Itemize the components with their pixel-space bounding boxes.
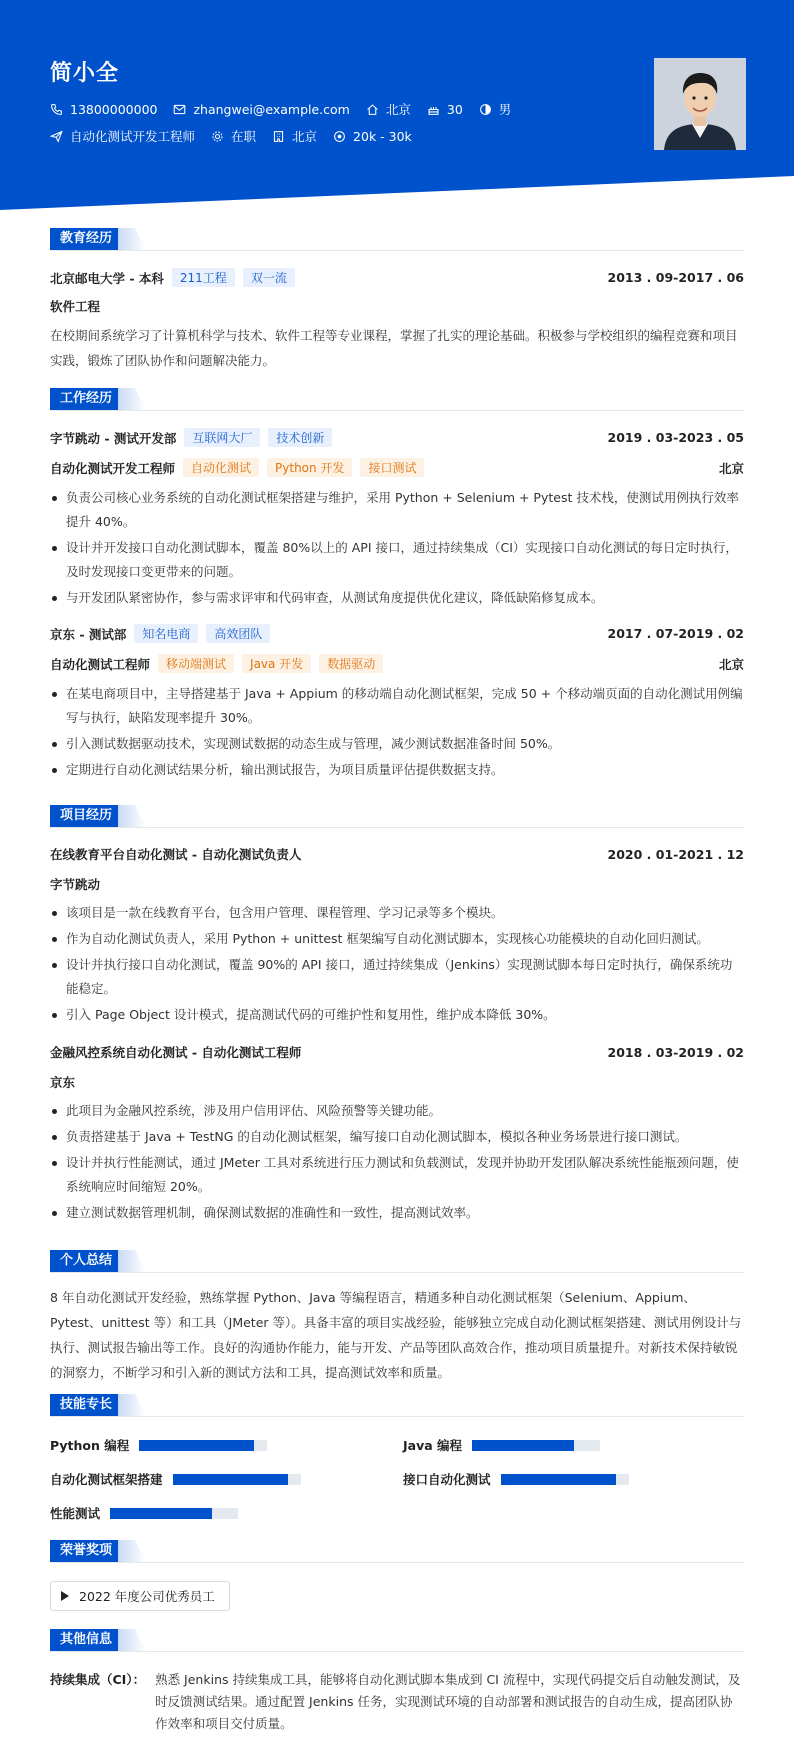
education-tag: 211工程 — [172, 268, 235, 287]
work-bullets — [50, 486, 744, 612]
salary-item — [333, 129, 412, 144]
list-item: 引入 Page Object 设计模式，提高测试代码的可维护性和复用性，维护成本降低 30%。 — [50, 1003, 744, 1027]
candidate-name: 简小全 — [50, 61, 120, 86]
target-city-text: 北京 — [292, 129, 318, 144]
award-item — [50, 1581, 230, 1611]
project-title: 金融风控系统自动化测试 - 自动化测试工程师 — [50, 1045, 302, 1060]
skill-name: 接口自动化测试 — [403, 1472, 491, 1487]
section-summary — [50, 1250, 744, 1272]
list-item: 设计并开发接口自动化测试脚本，覆盖 80%以上的 API 接口，通过持续集成（CI）实现接口自动化测试的每日定时执行，及时发现接口变更带来的问题。 — [50, 536, 744, 584]
project-bullets — [50, 901, 744, 1029]
work-company-row — [50, 428, 744, 447]
role-tag: 数据驱动 — [319, 654, 383, 673]
list-item: 在某电商项目中，主导搭建基于 Java + Appium 的移动端自动化测试框架，完成 50 + 个移动端页面的自动化测试用例编写与执行，缺陷发现率提升 30%。 — [50, 682, 744, 730]
building-icon — [272, 130, 285, 143]
phone-icon — [50, 103, 63, 116]
section-title-summary: 个人总结 — [50, 1250, 122, 1272]
work-location: 北京 — [718, 656, 744, 672]
city-item — [366, 100, 411, 118]
cake-icon — [427, 103, 440, 116]
work-role: 自动化测试工程师 — [50, 656, 151, 672]
education-date: 2013 . 09-2017 . 06 — [607, 270, 744, 285]
skill-bar — [472, 1440, 600, 1451]
other-info — [50, 1669, 744, 1735]
gender-item — [479, 100, 512, 118]
gender-text: 男 — [498, 102, 512, 117]
list-item: 与开发团队紧密协作，参与需求评审和代码审查，从测试角度提供优化建议，降低缺陷修复成本。 — [50, 586, 744, 610]
role-tag: Java 开发 — [242, 654, 311, 673]
skill-name: 自动化测试框架搭建 — [50, 1472, 163, 1487]
company-tag: 高效团队 — [206, 624, 270, 643]
skill-item — [403, 1436, 600, 1454]
project-title: 在线教育平台自动化测试 - 自动化测试负责人 — [50, 847, 302, 862]
education-tag: 双一流 — [243, 268, 295, 287]
skill-name: 性能测试 — [50, 1506, 101, 1521]
other-text: 熟悉 Jenkins 持续集成工具，能够将自动化测试脚本集成到 CI 流程中，实现代码提交后自动触发测试，及时反馈测试结果。通过配置 Jenkins 任务，实现测试环境的自动部署和测试报告的自动生成，提高团队协作效率和项目交付质量。 — [155, 1672, 741, 1731]
section-title-skills: 技能专长 — [50, 1394, 122, 1416]
skill-item — [403, 1470, 629, 1488]
section-tab-tail — [118, 1250, 146, 1272]
job-row — [50, 127, 428, 145]
section-projects — [50, 805, 744, 827]
age-item — [427, 102, 463, 117]
skill-bar — [173, 1474, 301, 1485]
email-text: zhangwei@example.com — [193, 101, 350, 117]
divider — [50, 1272, 744, 1273]
school-name: 北京邮电大学 - 本科 — [50, 270, 164, 286]
role-tag: Python 开发 — [267, 458, 352, 477]
education-major: 软件工程 — [50, 299, 101, 314]
list-item: 引入测试数据驱动技术，实现测试数据的动态生成与管理，减少测试数据准备时间 50%。 — [50, 732, 744, 756]
award-text: 2022 年度公司优秀员工 — [79, 1589, 215, 1604]
skill-item — [50, 1436, 267, 1454]
mail-icon — [173, 103, 186, 116]
target-icon — [333, 130, 346, 143]
project-bullets — [50, 1099, 744, 1227]
skill-name: Python 编程 — [50, 1438, 130, 1453]
position-text: 自动化测试开发工程师 — [70, 129, 196, 144]
divider — [50, 827, 744, 828]
avatar — [654, 58, 746, 150]
skill-bar-fill — [472, 1440, 574, 1451]
project-company: 字节跳动 — [50, 877, 101, 892]
section-title-projects: 项目经历 — [50, 805, 122, 827]
section-title-other: 其他信息 — [50, 1629, 122, 1651]
role-tag: 移动端测试 — [158, 654, 234, 673]
skill-bar-fill — [173, 1474, 288, 1485]
status-item — [211, 127, 256, 145]
other-label: 持续集成（CI）： — [50, 1672, 146, 1687]
section-skills — [50, 1394, 744, 1416]
work-bullets — [50, 682, 744, 784]
skill-bar — [139, 1440, 267, 1451]
company-tag: 知名电商 — [134, 624, 198, 643]
project-company-row — [50, 1073, 744, 1091]
play-icon — [61, 1591, 69, 1601]
skill-item — [50, 1504, 238, 1522]
phone-text: 13800000000 — [70, 101, 158, 117]
skill-bar-fill — [139, 1440, 254, 1451]
role-tag: 自动化测试 — [183, 458, 259, 477]
target-city-item — [272, 127, 317, 145]
work-date: 2017 . 07-2019 . 02 — [607, 626, 744, 641]
company-tag: 技术创新 — [268, 428, 332, 447]
list-item: 作为自动化测试负责人，采用 Python + unittest 框架编写自动化测试脚本，实现核心功能模块的自动化回归测试。 — [50, 927, 744, 951]
company-tag: 互联网大厂 — [184, 428, 260, 447]
skill-name: Java 编程 — [403, 1438, 463, 1453]
section-tab-tail — [118, 228, 146, 250]
work-role: 自动化测试开发工程师 — [50, 460, 176, 476]
email-item — [173, 102, 349, 117]
skill-bar-fill — [110, 1508, 212, 1519]
home-icon — [366, 103, 379, 116]
education-description: 在校期间系统学习了计算机科学与技术、软件工程等专业课程，掌握了扎实的理论基础。积极参与学校组织的编程竞赛和项目实践，锻炼了团队协作和问题解决能力。 — [50, 328, 738, 368]
project-date: 2020 . 01-2021 . 12 — [607, 846, 744, 862]
section-tab-tail — [118, 1540, 146, 1562]
project-company-row — [50, 875, 744, 893]
work-date: 2019 . 03-2023 . 05 — [607, 430, 744, 445]
project-company: 京东 — [50, 1075, 76, 1090]
header — [0, 0, 794, 210]
phone-item — [50, 102, 157, 117]
section-other — [50, 1629, 744, 1651]
education-header — [50, 268, 744, 287]
age-text: 30 — [446, 101, 463, 117]
summary-text: 8 年自动化测试开发经验，熟练掌握 Python、Java 等编程语言，精通多种自动化测试框架（Selenium、Appium、Pytest、unittest 等）和工具（JMeter 等）。具备丰富的项目实战经验，能够独立完成自动化测试框架搭建、测试用例设计与执行、测试报告输出等工作。良好的沟通协作能力，能与开发、产品等团队高效合作，推动项目质量提升。对新技术保持敏锐的洞察力，不断学习和引入新的测试方法和工具，提高测试效率和质量。 — [50, 1290, 742, 1380]
section-title-awards: 荣誉奖项 — [50, 1540, 122, 1562]
project-title-row — [50, 1043, 744, 1061]
section-education — [50, 228, 744, 250]
list-item: 负责搭建基于 Java + TestNG 的自动化测试框架，编写接口自动化测试脚本，模拟各种业务场景进行接口测试。 — [50, 1125, 744, 1149]
section-tab-tail — [118, 1629, 146, 1651]
section-title-work: 工作经历 — [50, 388, 122, 410]
skill-item — [50, 1470, 301, 1488]
work-role-row — [50, 654, 744, 673]
work-company: 京东 - 测试部 — [50, 626, 127, 642]
work-company: 字节跳动 - 测试开发部 — [50, 430, 177, 446]
list-item: 设计并执行接口自动化测试，覆盖 90%的 API 接口，通过持续集成（Jenkins）实现测试脚本每日定时执行，确保系统功能稳定。 — [50, 953, 744, 1001]
position-item — [50, 127, 195, 145]
salary-text: 20k - 30k — [353, 128, 412, 144]
divider — [50, 1562, 744, 1563]
send-icon — [50, 130, 63, 143]
skill-bar-fill — [501, 1474, 616, 1485]
role-tag: 接口测试 — [360, 458, 424, 477]
section-tab-tail — [118, 805, 146, 827]
gender-icon — [479, 103, 492, 116]
contact-row — [50, 100, 527, 118]
section-work — [50, 388, 744, 410]
city-text: 北京 — [385, 102, 411, 117]
education-major-row — [50, 297, 744, 315]
status-text: 在职 — [231, 129, 257, 144]
avatar-portrait — [654, 58, 746, 150]
divider — [50, 410, 744, 411]
work-location: 北京 — [718, 460, 744, 476]
divider — [50, 1416, 744, 1417]
skill-bar — [501, 1474, 629, 1485]
list-item: 此项目为金融风控系统，涉及用户信用评估、风险预警等关键功能。 — [50, 1099, 744, 1123]
section-tab-tail — [118, 1394, 146, 1416]
skill-bar — [110, 1508, 238, 1519]
list-item: 设计并执行性能测试，通过 JMeter 工具对系统进行压力测试和负载测试，发现并协助开发团队解决系统性能瓶颈问题，使系统响应时间缩短 20%。 — [50, 1151, 744, 1199]
list-item: 建立测试数据管理机制，确保测试数据的准确性和一致性，提高测试效率。 — [50, 1201, 744, 1225]
list-item: 定期进行自动化测试结果分析，输出测试报告，为项目质量评估提供数据支持。 — [50, 758, 744, 782]
divider — [50, 1651, 744, 1652]
work-role-row — [50, 458, 744, 477]
project-title-row — [50, 845, 744, 863]
gear-icon — [211, 130, 224, 143]
list-item: 该项目是一款在线教育平台，包含用户管理、课程管理、学习记录等多个模块。 — [50, 901, 744, 925]
project-date: 2018 . 03-2019 . 02 — [607, 1044, 744, 1060]
section-tab-tail — [118, 388, 146, 410]
section-title-education: 教育经历 — [50, 228, 122, 250]
work-company-row — [50, 624, 744, 643]
list-item: 负责公司核心业务系统的自动化测试框架搭建与维护，采用 Python + Selenium + Pytest 技术栈，使测试用例执行效率提升 40%。 — [50, 486, 744, 534]
divider — [50, 250, 744, 251]
section-awards — [50, 1540, 744, 1562]
